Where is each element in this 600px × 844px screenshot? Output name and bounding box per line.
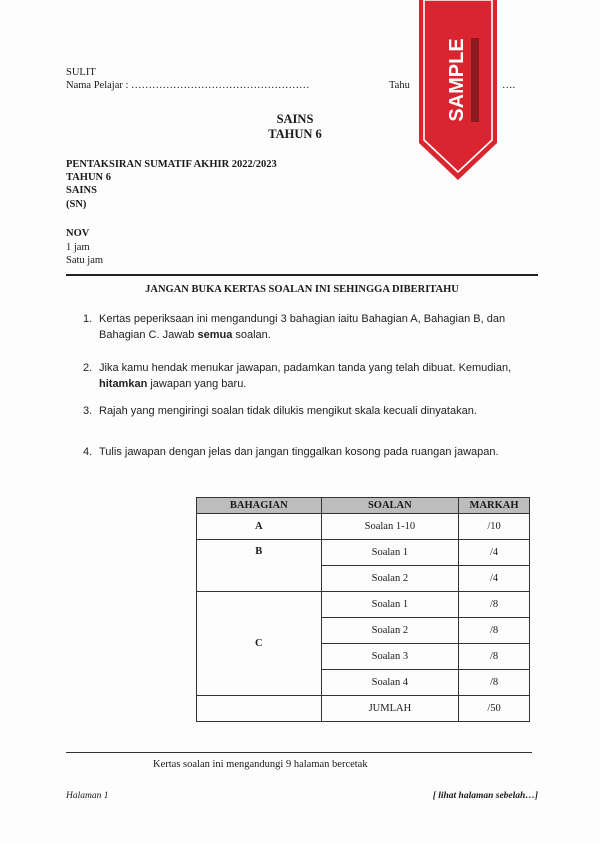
question-cell: Soalan 1 — [321, 592, 458, 618]
instruction-2: 2. Jika kamu hendak menukar jawapan, padamkan tanda yang telah dibuat. Kemudian, hitamkan jawapan yang baru. — [83, 362, 512, 390]
student-name-field: Nama Pelajar : …………………………………………… — [66, 80, 310, 91]
question-cell: Soalan 2 — [321, 566, 458, 592]
top-divider — [66, 274, 538, 276]
exam-code: (SN) — [66, 199, 87, 210]
question-cell: Soalan 2 — [321, 618, 458, 644]
exam-month: NOV — [66, 228, 90, 239]
title-year: TAHUN 6 — [268, 127, 322, 141]
exam-name: PENTAKSIRAN SUMATIF AKHIR 2022/2023 — [66, 159, 277, 170]
table-row — [197, 514, 530, 540]
total-label: JUMLAH — [321, 696, 458, 722]
table-total-row — [197, 696, 530, 722]
instruction-4: 4. Tulis jawapan dengan jelas dan jangan tinggalkan kosong pada ruangan jawapan. — [83, 446, 499, 458]
year-field-dots: …. — [502, 80, 516, 91]
total-mark: /50 — [459, 696, 530, 722]
warning-text: JANGAN BUKA KERTAS SOALAN INI SEHINGGA DIBERITAHU — [145, 284, 459, 295]
section-a: A — [197, 514, 322, 540]
instruction-1: 1. Kertas peperiksaan ini mengandungi 3 bahagian iaitu Bahagian A, Bahagian B, dan Bahagian C. Jawab semua soalan. — [83, 313, 506, 341]
table-row — [197, 592, 530, 618]
exam-subject: SAINS — [66, 185, 97, 196]
header-soalan: SOALAN — [321, 498, 458, 514]
mark-cell: /8 — [459, 670, 530, 696]
section-c: C — [197, 592, 322, 696]
page-count-note: Kertas soalan ini mengandungi 9 halaman bercetak — [153, 759, 368, 770]
title-subject: SAINS — [276, 112, 314, 126]
sulit-label: SULIT — [66, 67, 96, 78]
table-row — [197, 540, 530, 566]
header-markah: MARKAH — [459, 498, 530, 514]
empty-cell — [197, 696, 322, 722]
table-header-row — [197, 498, 530, 514]
sample-watermark — [419, 0, 497, 180]
question-cell: Soalan 4 — [321, 670, 458, 696]
year-field-label: Tahu — [389, 80, 410, 91]
next-page-note: [ lihat halaman sebelah…] — [432, 791, 538, 801]
exam-duration-words: Satu jam — [66, 255, 104, 266]
question-cell: Soalan 1-10 — [321, 514, 458, 540]
question-cell: Soalan 1 — [321, 540, 458, 566]
mark-cell: /8 — [459, 618, 530, 644]
mark-cell: /10 — [459, 514, 530, 540]
footer-divider — [66, 752, 532, 753]
header-bahagian: BAHAGIAN — [197, 498, 322, 514]
section-b: B — [197, 540, 322, 592]
exam-duration: 1 jam — [66, 242, 90, 253]
instruction-3: 3. Rajah yang mengiringi soalan tidak dilukis mengikut skala kecuali dinyatakan. — [83, 405, 477, 417]
mark-cell: /8 — [459, 644, 530, 670]
mark-cell: /8 — [459, 592, 530, 618]
mark-cell: /4 — [459, 566, 530, 592]
marks-table — [196, 497, 530, 722]
sample-text: SAMPLE — [446, 38, 468, 122]
sample-ribbon-icon — [419, 0, 497, 180]
exam-year: TAHUN 6 — [66, 172, 112, 183]
page-number: Halaman 1 — [66, 791, 109, 801]
question-cell: Soalan 3 — [321, 644, 458, 670]
mark-cell: /4 — [459, 540, 530, 566]
